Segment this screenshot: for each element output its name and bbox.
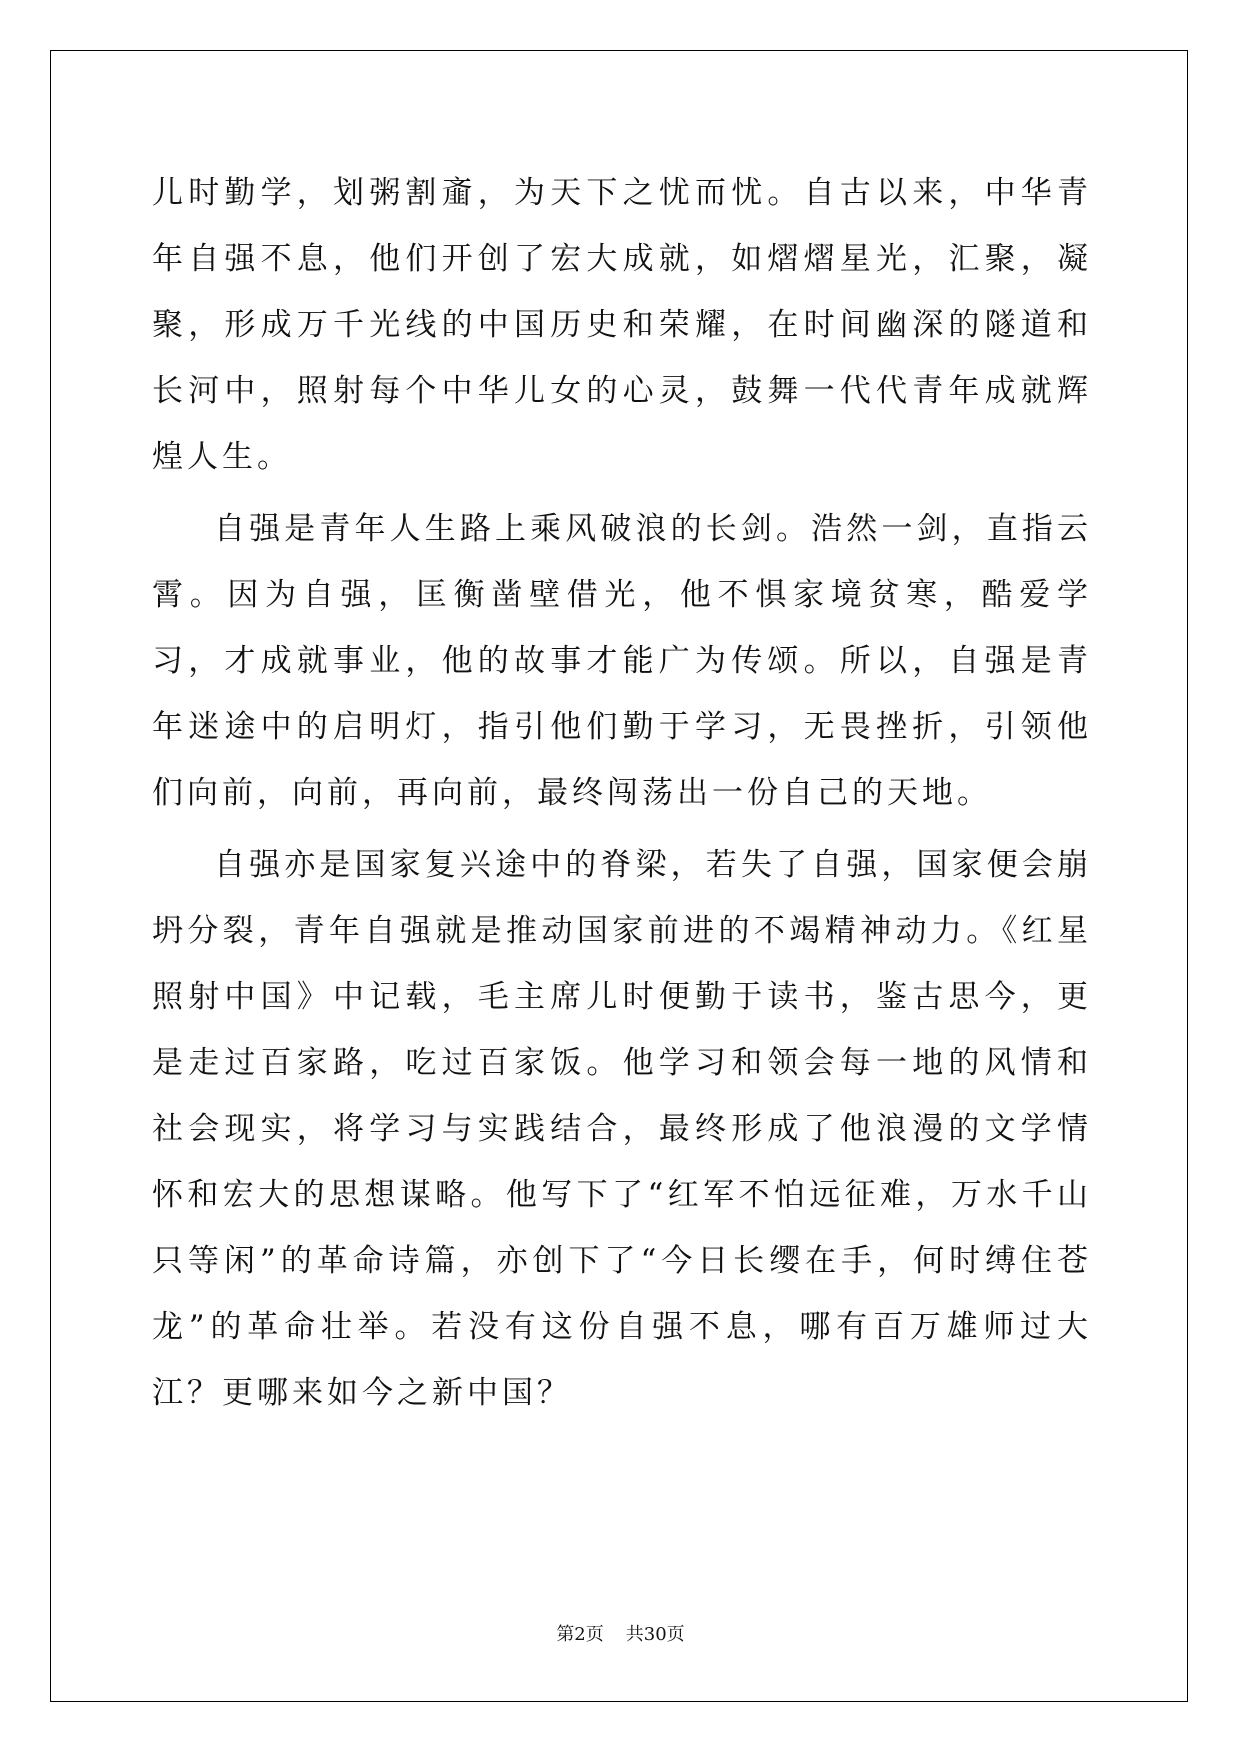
page-total: 共30页 xyxy=(625,1624,685,1645)
paragraph-1: 儿时勤学，划粥割齑，为天下之忧而忧。自古以来，中华青年自强不息，他们开创了宏大成就，如熠熠星光，汇聚，凝聚，形成万千光线的中国历史和荣耀，在时间幽深的隧道和长河中，照射每个中华儿女的心灵，鼓舞一代代青年成就辉煌人生。 xyxy=(152,175,1092,475)
paragraph-2: 自强是青年人生路上乘风破浪的长剑。浩然一剑，直指云霄。因为自强，匡衡凿壁借光，他不惧家境贫寒，酷爱学习，才成就事业，他的故事才能广为传颂。所以，自强是青年迷途中的启明灯，指引他们勤于学习，无畏挫折，引领他们向前，向前，再向前，最终闯荡出一份自己的天地。 xyxy=(152,511,1092,811)
page-footer xyxy=(0,1620,1241,1646)
document-body xyxy=(152,160,1092,1432)
page-number: 第2页 xyxy=(556,1624,604,1645)
paragraph-3: 自强亦是国家复兴途中的脊梁，若失了自强，国家便会崩坍分裂，青年自强就是推动国家前进的不竭精神动力。《红星照射中国》中记载，毛主席儿时便勤于读书，鉴古思今，更是走过百家路，吃过百家饭。他学习和领会每一地的风情和社会现实，将学习与实践结合，最终形成了他浪漫的文学情怀和宏大的思想谋略。他写下了“红军不怕远征难，万水千山只等闲”的革命诗篇，亦创下了“今日长缨在手，何时缚住苍龙”的革命壮举。若没有这份自强不息，哪有百万雄师过大江？更哪来如今之新中国？ xyxy=(152,847,1092,1411)
